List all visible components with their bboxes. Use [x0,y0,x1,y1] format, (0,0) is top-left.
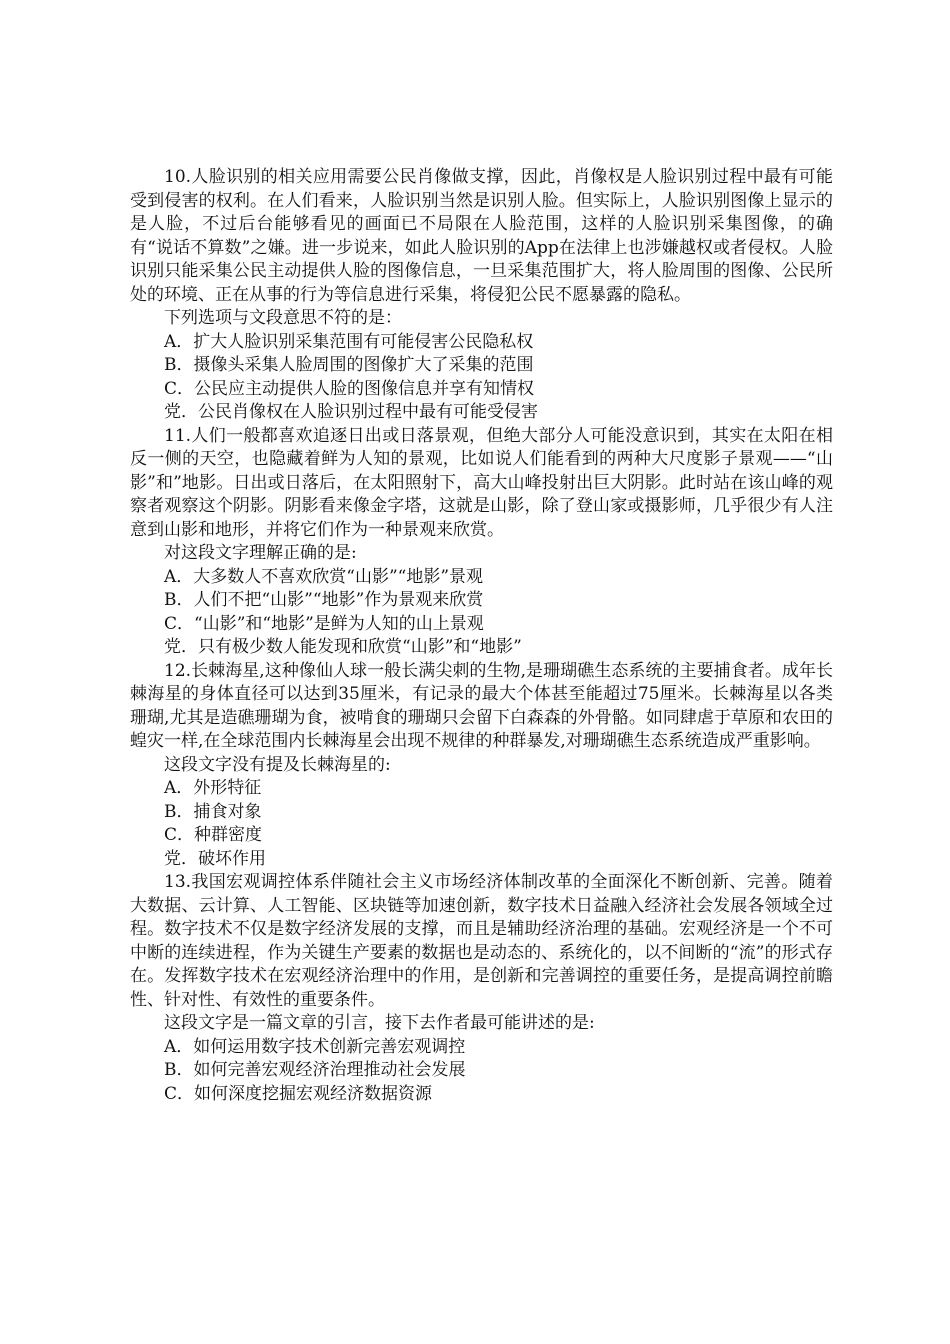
option-list [130,1036,833,1107]
option-d: 党．只有极少数人能发现和欣赏“山影”和“地影” [164,637,522,657]
option-c: C．如何深度挖掘宏观经济数据资源 [164,1083,433,1104]
question-passage: 12.长棘海星,这种像仙人球一般长满尖刺的生物,是珊瑚礁生态系统的主要捕食者。成年长棘海星的身体直径可以达到35厘米，有记录的最大个体甚至能超过75厘米。长棘海星以各类珊瑚,尤其是造礁珊瑚为食，被啃食的珊瑚只会留下白森森的外骨骼。如同肆虐于草原和农田的蝗灾一样,在全球范围内长棘海星会出现不规律的种群暴发,对珊瑚礁生态系统造成严重影响。 [130,660,833,751]
option-list [130,777,833,871]
option-b: B．捕食对象 [164,801,262,822]
question-prompt: 对这段文字理解正确的是: [164,543,357,563]
option-c: C．种群密度 [164,825,263,845]
question-11 [130,425,833,660]
option-d: 党．破坏作用 [164,848,266,869]
option-a: A．如何运用数字技术创新完善宏观调控 [164,1036,466,1057]
question-13 [130,871,833,1106]
question-prompt: 下列选项与文段意思不符的是： [164,308,402,328]
option-a: A．扩大人脸识别采集范围有可能侵害公民隐私权 [164,331,534,352]
question-prompt: 这段文字没有提及长棘海星的: [164,754,391,775]
question-prompt: 这段文字是一篇文章的引言，接下去作者最可能讲述的是: [164,1013,595,1033]
option-c: C．“山影”和“地影”是鲜为人知的山上景观 [164,613,484,634]
question-passage: 13.我国宏观调控体系伴随社会主义市场经济体制改革的全面深化不断创新、完善。随着大数据、云计算、人工智能、区块链等加速创新，数字技术日益融入经济社会发展各领域全过程。数字技术不仅是数字经济发展的支撑，而且是辅助经济治理的基础。宏观经济是一个不可中断的连续进程，作为关键生产要素的数据也是动态的、系统化的，以不间断的“流”的形式存在。发挥数字技术在宏观经济治理中的作用，是创新和完善调控的重要任务，是提高调控前瞻性、针对性、有效性的重要条件。 [130,872,833,1010]
question-10 [130,166,833,425]
option-d: 党．公民肖像权在人脸识别过程中最有可能受侵害 [164,402,538,422]
question-passage: 10.人脸识别的相关应用需要公民肖像做支撑，因此，肖像权是人脸识别过程中最有可能受到侵害的权利。在人们看来，人脸识别当然是识别人脸。但实际上，人脸识别图像上显示的是人脸，不过后台能够看见的画面已不局限在人脸范围，这样的人脸识别采集图像，的确有“说话不算数”之嫌。进一步说来，如此人脸识别的App在法律上也涉嫌越权或者侵权。人脸识别只能采集公民主动提供人脸的图像信息，一旦采集范围扩大，将人脸周围的图像、公民所处的环境、正在从事的行为等信息进行采集，将侵犯公民不愿暴露的隐私。 [130,167,833,305]
option-a: A．外形特征 [164,778,262,798]
document-body [130,166,833,1106]
option-c: C．公民应主动提供人脸的图像信息并享有知情权 [164,378,535,399]
option-b: B．如何完善宏观经济治理推动社会发展 [164,1060,466,1080]
option-list [130,566,833,660]
option-b: B．摄像头采集人脸周围的图像扩大了采集的范围 [164,355,534,375]
question-12 [130,660,833,872]
option-b: B．人们不把“山影”“地影”作为景观来欣赏 [164,590,484,610]
question-passage: 11.人们一般都喜欢追逐日出或日落景观，但绝大部分人可能没意识到，其实在太阳在相反一侧的天空，也隐藏着鲜为人知的景观，比如说人们能看到的两种大尺度影子景观——“山影”和”地影。日出或日落后，在太阳照射下，高大山峰投射出巨大阴影。此时站在该山峰的观察者观察这个阴影。阴影看来像金字塔，这就是山影，除了登山家或摄影师，几乎很少有人注意到山影和地形，并将它们作为一种景观来欣赏。 [130,425,833,540]
option-list [130,331,833,425]
option-a: A．大多数人不喜欢欣赏“山影”“地影”景观 [164,566,484,587]
